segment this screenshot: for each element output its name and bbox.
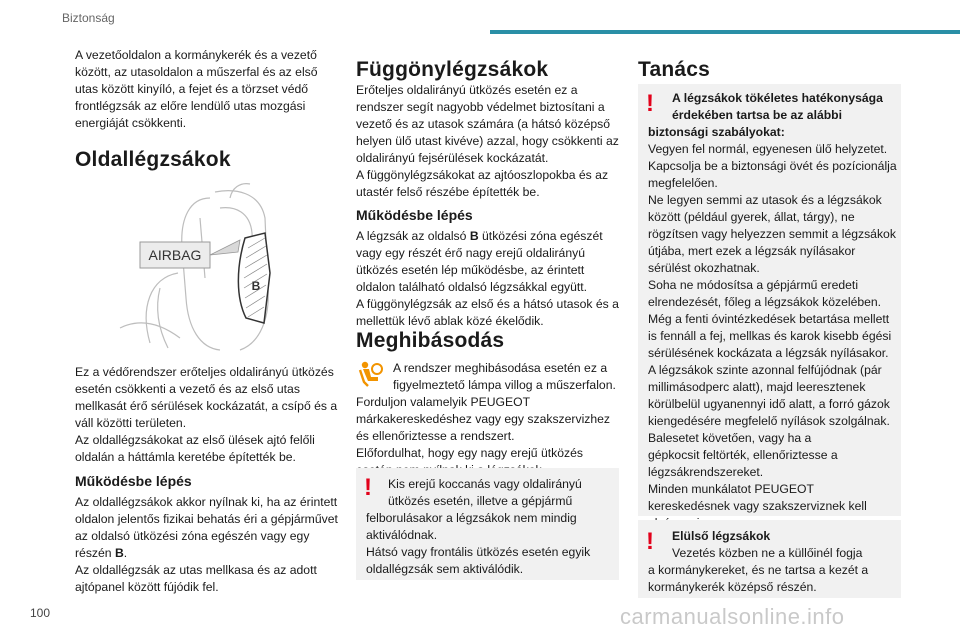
- front-airbags-title: Elülső légzsákok: [672, 529, 771, 543]
- col1-para-activation: Az oldallégzsákok akkor nyílnak ki, ha az érintett oldalon jelentős fizikai behatás éri a gépjárművet az oldalsó ütközési zóna egészén vagy egy részén B. Az oldallégzsák az utas mellkasa és az adott ajtópanel között fújódik fel.: [75, 495, 338, 594]
- col2-fault-rest: Forduljon valamelyik PEUGEOT márkakereskedéshez vagy egy szakszervizhez és ellenőriztesse a rendszert. Előfordulhat, hogy egy nagy erejű ütközés: [356, 395, 611, 460]
- col1-para-protection: Ez a védőrendszer erőteljes oldalirányú ütközés esetén csökkenti a vezető és az első utas mellkasát érő sérülések kockázatát, a csípő és a váll közötti területen. Az oldallégzsákokat az első ülések ajtó felőli oldalán a háttámla keretébe építették be.: [75, 365, 338, 464]
- warning-icon: !: [364, 474, 372, 501]
- note-safety-rules: [638, 84, 901, 516]
- heading-advice: Tanács: [638, 58, 711, 81]
- note-low-impact: [356, 468, 619, 580]
- col1-intro: A vezetőoldalon a kormánykerék és a vezető között, az utasoldalon a műszerfal és az első utas között kinyíló, a fejet és a törzset védő frontlégzsák az előre lendülő utas mozgási energiáját csökkenti.: [75, 48, 318, 130]
- note-low-impact-rest: felborulásakor a légzsákok nem mindig aktiválódnak. Hátsó vagy frontális ütközés esetén egyik oldallégzsák sem aktiválódik.: [366, 511, 591, 576]
- watermark: carmanualsonline.info: [620, 604, 845, 629]
- seat-airbag-drawing: [60, 178, 330, 354]
- front-airbags-rest: a kormánykereket, és ne tartsa a kezét a kormánykerék középső részén.: [648, 563, 869, 594]
- col2-para-curtain: Erőteljes oldalirányú ütközés esetén ez a rendszer segít nagyobb védelmet biztosítani a vezető és az utasok számára (a hátsó középső helyen ülő utast kivéve) azzal, hogy csökkenti az oldalirányú fejsérülések kockázatát. A függönylégzsákokat az ajtóoszlopokba és az utastér felső részébe építették be.: [356, 83, 619, 199]
- note-low-impact-first: Kis erejű koccanás vagy oldalirányú ütközés esetén, illetve a gépjármű: [388, 477, 582, 508]
- col1-subheading-activation: Működésbe lépés: [75, 473, 192, 489]
- heading-malfunction: Meghibásodás: [356, 329, 505, 352]
- zone-b-ref-2: B: [469, 229, 479, 243]
- airbag-warning-lamp-icon: [356, 360, 386, 388]
- heading-side-airbags: Oldallégzsákok: [75, 148, 231, 171]
- airbag-label-text: AIRBAG: [148, 247, 202, 263]
- col2-para-activation: A légzsák az oldalsó B ütközési zóna egészét vagy egy részét érő nagy erejű oldalirányú ütközés esetén lép működésbe, az érintett oldalon található oldalsó légzsákkal együtt. A függönylégzsák az első és a hátsó utasok és a mellettük lévő ablak közé ékelődik.: [356, 229, 619, 328]
- header-accent-bar: [490, 30, 960, 34]
- safety-rules-bold-rest: biztonsági szabályokat:: [648, 125, 785, 139]
- zone-b-ref: B: [114, 546, 124, 560]
- page-number: 100: [30, 606, 51, 620]
- heading-curtain-airbags: Függönylégzsákok: [356, 58, 549, 81]
- warning-icon: !: [646, 90, 654, 117]
- warning-icon: !: [646, 528, 654, 555]
- zone-b-label: B: [251, 279, 261, 293]
- col2-subheading-activation: Működésbe lépés: [356, 207, 473, 223]
- safety-rules-bold-first: A légzsákok tökéletes hatékonysága érdekében tartsa be az alábbi: [672, 91, 883, 122]
- safety-rules-body: Vegyen fel normál, egyenesen ülő helyzetet. Kapcsolja be a biztonsági övét és pozícionálja megfelelően. Ne legyen semmi az utasok és a légzsákok között (például gyerek, állat, tárgy), ne rögzítsen vagy helyezzen semmit a légzsákok útjába, mert ezek a légzsák nyílásakor sérülést okozhatnak. Soha ne módosítsa a gépjármű eredeti elrendezését, főleg a légzsákok közelében. Még a fenti óvintézkedések betartása mellett is fennáll a fej, mellkas és karok kisebb égési sérülésének kockázata a légzsák nyílásakor. A légzsákok szinte azonnal felfújódnak (pár millimásodperc alatt), majd leeresztenek körülbelül ugyanennyi idő alatt, a forró gázok kiengedésére megfelelő nyílások szolgálnak. Balesetet követően, vagy ha a gépkocsit feltörték, ellenőriztesse a légzsákrendszereket. Minden munkálatot PEUGEOT kereskedésnek vagy szakszerviznek kell: [648, 142, 897, 513]
- header-section-label: Biztonság: [62, 11, 115, 25]
- col2-fault-first: A rendszer meghibásodása esetén ez a figyelmeztető lámpa villog a műszerfalon.: [393, 361, 616, 392]
- note-front-airbags: [638, 520, 901, 598]
- front-airbags-first: Vezetés közben ne a küllőinél fogja: [672, 546, 863, 560]
- seat-airbag-illustration: [60, 178, 330, 354]
